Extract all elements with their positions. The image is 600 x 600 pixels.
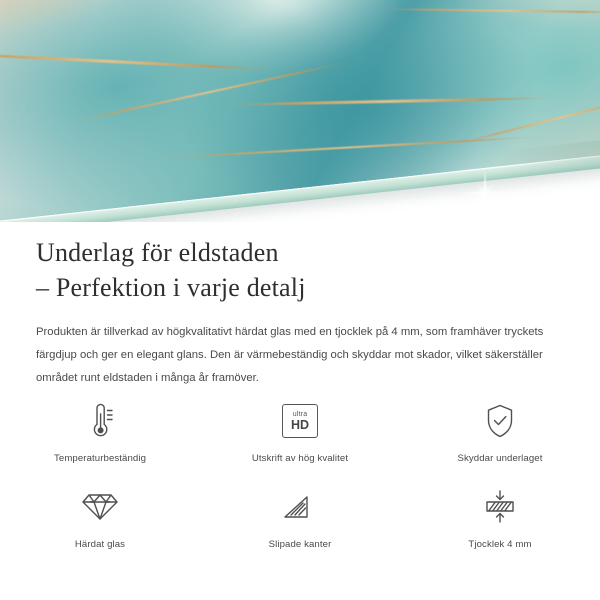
ultra-hd-badge-bottom: HD: [290, 417, 310, 432]
feature-label: Tjocklek 4 mm: [468, 539, 532, 550]
feature-grid: [0, 392, 600, 550]
description-paragraph: Produkten är tillverkad av högkvalitativt härdat glas med en tjocklek på 4 mm, som framhäver tryckets färgdjup och ger en elegant glans. Den är värmebeständig och skyddar mot skador, vilket säkerställer området runt eldstaden i många år framöver.: [36, 326, 544, 385]
shield-check-icon: [477, 398, 523, 444]
ultra-hd-icon: [277, 398, 323, 444]
feature-label: Temperaturbeständig: [53, 453, 147, 464]
feature-tempered-glass: [0, 478, 200, 550]
page-title: [0, 222, 600, 305]
feature-high-quality-print: [200, 392, 400, 464]
feature-protects-surface: [400, 392, 600, 464]
feature-label: Härdat glas: [74, 539, 126, 550]
hero-image: [0, 0, 600, 222]
description-content: [0, 222, 600, 391]
ultra-hd-badge-top: ultra: [292, 410, 308, 418]
diamond-icon: [77, 484, 123, 530]
feature-temperature-resistant: [0, 392, 200, 464]
hero-image-inner: [0, 0, 600, 222]
thermometer-icon: [77, 398, 123, 444]
feature-polished-edges: [200, 478, 400, 550]
feature-thickness: [400, 478, 600, 550]
glass-panel: [0, 0, 600, 222]
thickness-icon: [477, 484, 523, 530]
feature-label: Slipade kanter: [268, 539, 332, 550]
page-title-line-2: – Perfektion i varje detalj: [36, 272, 306, 302]
feature-label: Utskrift av hög kvalitet: [251, 453, 349, 464]
feature-label: Skyddar underlaget: [457, 453, 543, 464]
polished-edges-icon: [277, 484, 323, 530]
page-title-line-1: Underlag för eldstaden: [36, 238, 279, 267]
